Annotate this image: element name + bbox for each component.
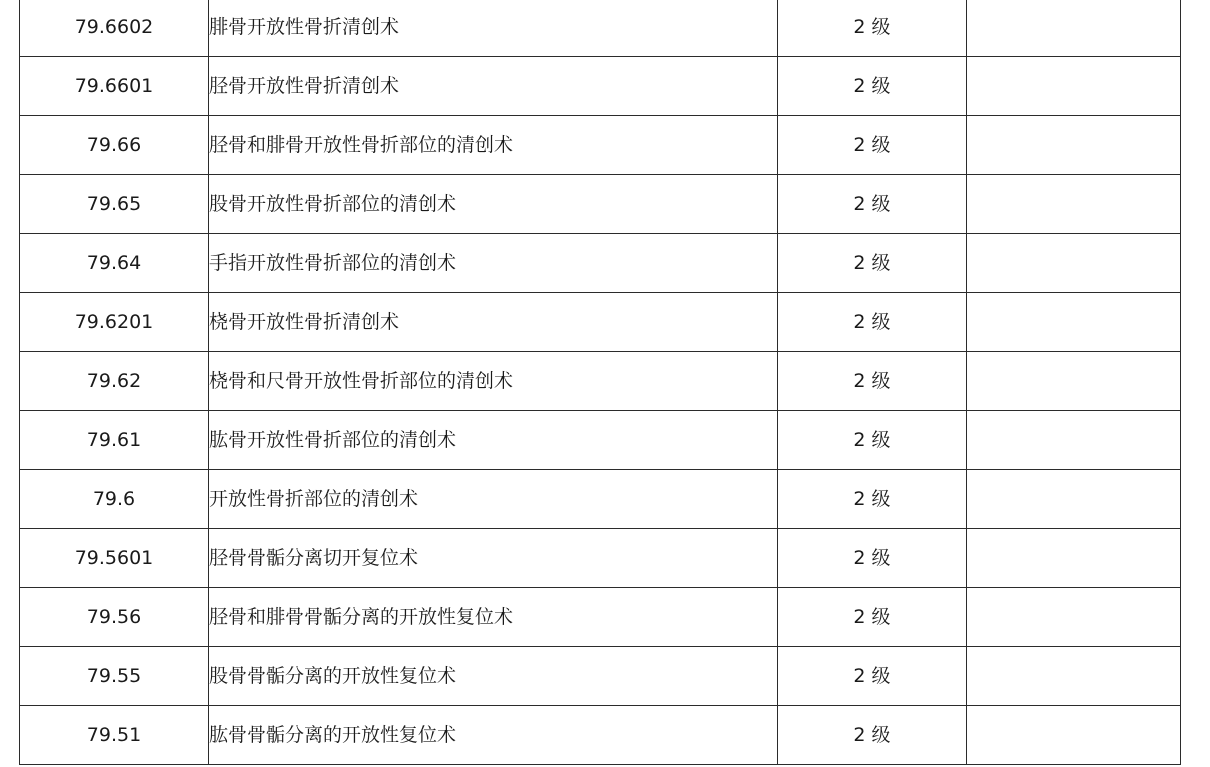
note-cell	[967, 529, 1181, 588]
procedure-name-cell: 桡骨和尺骨开放性骨折部位的清创术	[209, 352, 778, 411]
table-row	[20, 116, 1181, 175]
table-row	[20, 411, 1181, 470]
procedure-level-cell: 2 级	[778, 470, 967, 529]
note-cell	[967, 234, 1181, 293]
procedure-code-cell: 79.55	[20, 647, 209, 706]
procedure-code-cell: 79.62	[20, 352, 209, 411]
procedure-code-cell: 79.6601	[20, 57, 209, 116]
procedure-level-cell: 2 级	[778, 588, 967, 647]
procedure-name-cell: 肱骨骨骺分离的开放性复位术	[209, 706, 778, 765]
note-cell	[967, 293, 1181, 352]
table-row	[20, 529, 1181, 588]
note-cell	[967, 352, 1181, 411]
procedure-level-cell: 2 级	[778, 234, 967, 293]
table-body	[20, 0, 1181, 765]
procedure-code-cell: 79.6201	[20, 293, 209, 352]
procedure-level-cell: 2 级	[778, 175, 967, 234]
procedure-name-cell: 肱骨开放性骨折部位的清创术	[209, 411, 778, 470]
procedure-code-cell: 79.61	[20, 411, 209, 470]
procedure-code-cell: 79.56	[20, 588, 209, 647]
procedure-name-cell: 股骨骨骺分离的开放性复位术	[209, 647, 778, 706]
table-row	[20, 706, 1181, 765]
note-cell	[967, 57, 1181, 116]
note-cell	[967, 706, 1181, 765]
note-cell	[967, 116, 1181, 175]
procedure-level-cell: 2 级	[778, 57, 967, 116]
procedure-table	[19, 0, 1181, 765]
procedure-code-cell: 79.6602	[20, 0, 209, 57]
procedure-level-cell: 2 级	[778, 411, 967, 470]
table-row	[20, 0, 1181, 57]
procedure-name-cell: 胫骨和腓骨骨骺分离的开放性复位术	[209, 588, 778, 647]
procedure-code-cell: 79.51	[20, 706, 209, 765]
procedure-name-cell: 胫骨骨骺分离切开复位术	[209, 529, 778, 588]
procedure-name-cell: 胫骨开放性骨折清创术	[209, 57, 778, 116]
note-cell	[967, 588, 1181, 647]
procedure-level-cell: 2 级	[778, 706, 967, 765]
note-cell	[967, 175, 1181, 234]
procedure-name-cell: 胫骨和腓骨开放性骨折部位的清创术	[209, 116, 778, 175]
note-cell	[967, 0, 1181, 57]
procedure-name-cell: 股骨开放性骨折部位的清创术	[209, 175, 778, 234]
table-row	[20, 588, 1181, 647]
table-row	[20, 57, 1181, 116]
procedure-name-cell: 开放性骨折部位的清创术	[209, 470, 778, 529]
procedure-level-cell: 2 级	[778, 529, 967, 588]
procedure-level-cell: 2 级	[778, 352, 967, 411]
procedure-code-cell: 79.6	[20, 470, 209, 529]
procedure-code-cell: 79.64	[20, 234, 209, 293]
table-row	[20, 647, 1181, 706]
table-row	[20, 470, 1181, 529]
procedure-level-cell: 2 级	[778, 647, 967, 706]
procedure-code-cell: 79.65	[20, 175, 209, 234]
note-cell	[967, 470, 1181, 529]
procedure-level-cell: 2 级	[778, 0, 967, 57]
procedure-code-cell: 79.66	[20, 116, 209, 175]
procedure-code-cell: 79.5601	[20, 529, 209, 588]
procedure-name-cell: 桡骨开放性骨折清创术	[209, 293, 778, 352]
note-cell	[967, 411, 1181, 470]
table-row	[20, 234, 1181, 293]
table-row	[20, 175, 1181, 234]
procedure-name-cell: 腓骨开放性骨折清创术	[209, 0, 778, 57]
procedure-name-cell: 手指开放性骨折部位的清创术	[209, 234, 778, 293]
note-cell	[967, 647, 1181, 706]
table-row	[20, 293, 1181, 352]
table-row	[20, 352, 1181, 411]
procedure-level-cell: 2 级	[778, 116, 967, 175]
procedure-level-cell: 2 级	[778, 293, 967, 352]
